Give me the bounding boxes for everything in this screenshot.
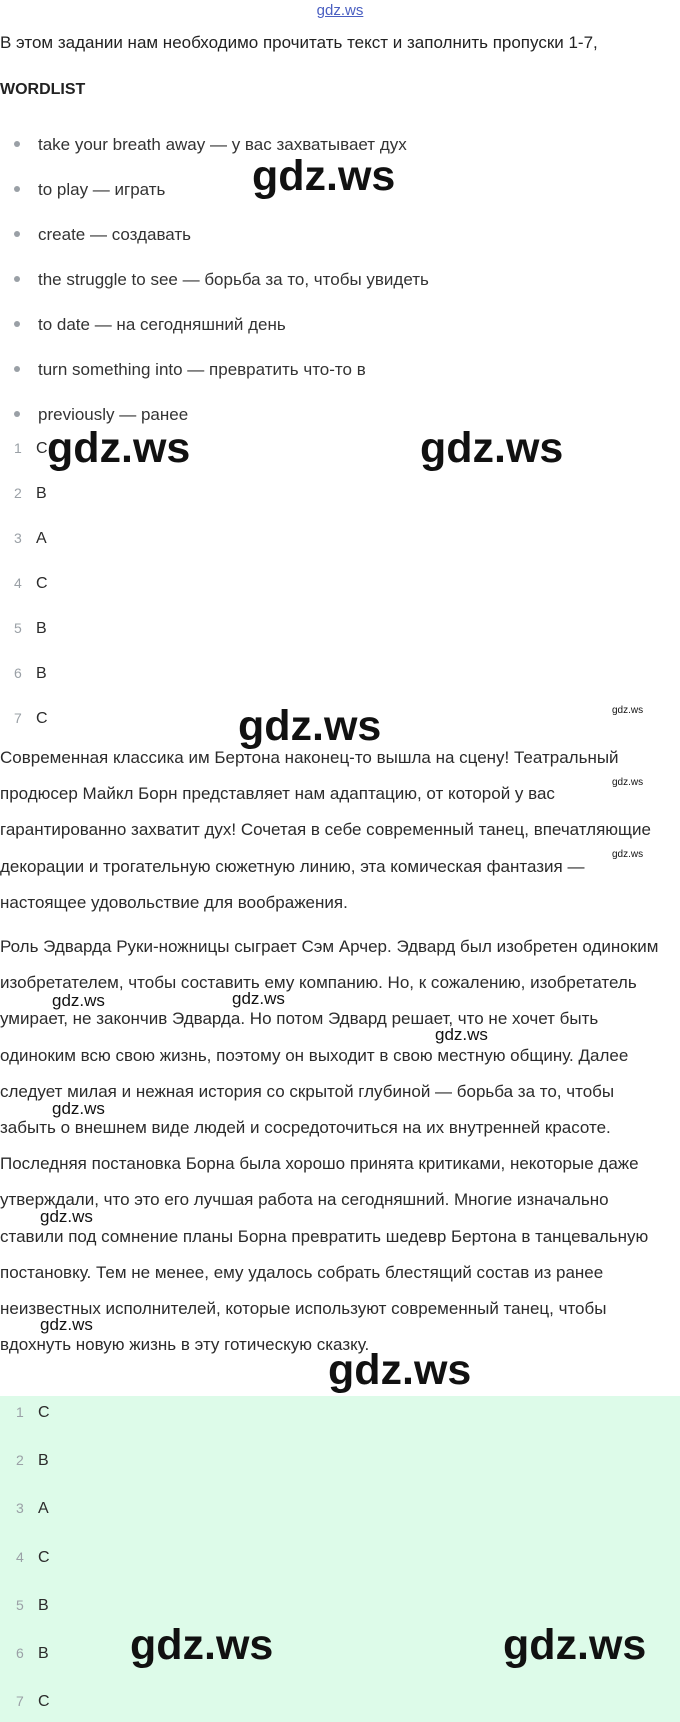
watermark: gdz.ws (40, 1207, 93, 1226)
answer-row (0, 665, 47, 683)
bullet-dot-icon (14, 231, 20, 237)
site-logo-link[interactable]: gdz.ws (316, 2, 364, 19)
answer-value: C (38, 1549, 50, 1566)
wordlist-item (0, 270, 429, 290)
answer-row (0, 1500, 49, 1518)
wordlist-item-text: previously — ранее (38, 405, 189, 424)
watermark: gdz.ws (420, 424, 564, 472)
translation-paragraph: Роль Эдварда Руки-ножницы сыграет Сэм Арчер. Эдвард был изобретен одиноким изобретателем, чтобы составить ему компанию. Но, к сожалению, изобретатель умирает, не закончив Эдварда. Но потом Эдвард решает, что не хочет быть одиноким всю свою жизнь, поэтому он выходит в свою местную общину. Далее следует милая и нежная история со скрытой глубиной — борьба за то, чтобы забыть о внешнем виде людей и сосредоточиться на их внутренней красоте. Последняя постановка Борна была хорошо принята критиками, некоторые даже утверждали, что это его лучшая работа на сегодняшний. Многие изначально ставили под сомнение планы Борна превратить шедевр Бертона в танцевальную постановку. Тем не менее, ему удалось собрать блестящий состав из ранее неизвестных исполнителей, которые используют современный танец, чтобы вдохнуть новую жизнь в эту готическую сказку. (0, 937, 659, 1355)
answer-number: 6 (16, 1645, 24, 1661)
answer-number: 5 (16, 1597, 24, 1613)
bullet-dot-icon (14, 276, 20, 282)
answer-value: B (36, 620, 47, 637)
watermark: gdz.ws (52, 991, 105, 1010)
translation-paragraph: Современная классика им Бертона наконец-то вышла на сцену! Театральный продюсер Майкл Борн представляет нам адаптацию, от которой у вас гарантированно захватит дух! Сочетая в себе современный танец, впечатляющие декорации и трогательную сюжетную линию, эта комическая фантазия — настоящее удовольствие для воображения. (0, 748, 651, 912)
answer-number: 4 (14, 575, 22, 591)
answer-value: A (38, 1500, 49, 1517)
answer-panel (0, 1396, 680, 1722)
watermark: gdz.ws (238, 702, 382, 750)
answer-row (0, 1597, 49, 1615)
answer-value: B (38, 1597, 49, 1614)
wordlist-item-text: take your breath away — у вас захватывает дух (38, 135, 407, 154)
translation-text (0, 740, 668, 1363)
answer-row (0, 575, 48, 593)
bullet-dot-icon (14, 366, 20, 372)
watermark: gdz.ws (612, 849, 644, 860)
watermark: gdz.ws (612, 705, 644, 716)
bullet-dot-icon (14, 141, 20, 147)
answer-value: B (36, 485, 47, 502)
answer-row (0, 1452, 49, 1470)
wordlist-item-text: the struggle to see — борьба за то, чтобы увидеть (38, 270, 429, 289)
answer-number: 1 (16, 1404, 24, 1420)
wordlist-item-text: create — создавать (38, 225, 192, 244)
answer-value: C (38, 1693, 50, 1710)
wordlist-item (0, 405, 188, 425)
bullet-dot-icon (14, 321, 20, 327)
answer-row (0, 710, 48, 728)
bullet-dot-icon (14, 186, 20, 192)
answer-row (0, 1404, 50, 1422)
answer-number: 3 (14, 530, 22, 546)
answer-value: B (38, 1645, 49, 1662)
answer-number: 4 (16, 1549, 24, 1565)
task-intro-text: В этом задании нам необходимо прочитать текст и заполнить пропуски 1-7, (0, 33, 598, 52)
answer-number: 1 (14, 440, 22, 456)
answer-row (0, 620, 47, 638)
wordlist-item-text: to play — играть (38, 180, 166, 199)
wordlist-item (0, 360, 366, 380)
answer-row (0, 530, 47, 548)
wordlist-item-text: turn something into — превратить что-то в (38, 360, 366, 379)
wordlist-item (0, 180, 165, 200)
wordlist-item (0, 315, 286, 335)
answer-row (0, 1645, 49, 1663)
watermark: gdz.ws (435, 1025, 488, 1044)
answer-number: 2 (14, 485, 22, 501)
bullet-dot-icon (14, 411, 20, 417)
watermark: gdz.ws (252, 152, 396, 200)
answer-number: 3 (16, 1500, 24, 1516)
answer-row (0, 1549, 50, 1567)
answer-number: 6 (14, 665, 22, 681)
answer-value: C (38, 1404, 50, 1421)
answer-value: A (36, 530, 47, 547)
wordlist-heading: WORDLIST (0, 81, 86, 98)
answer-number: 7 (14, 710, 22, 726)
answer-number: 7 (16, 1693, 24, 1709)
watermark: gdz.ws (47, 424, 191, 472)
answer-row (0, 485, 47, 503)
watermark: gdz.ws (130, 1621, 274, 1669)
wordlist-item-text: to date — на сегодняшний день (38, 315, 286, 334)
answer-value: C (36, 575, 48, 592)
watermark: gdz.ws (232, 989, 285, 1008)
answer-row (0, 1693, 50, 1711)
watermark: gdz.ws (52, 1099, 105, 1118)
answer-value: C (36, 440, 48, 457)
answer-number: 5 (14, 620, 22, 636)
watermark: gdz.ws (40, 1315, 93, 1334)
answer-number: 2 (16, 1452, 24, 1468)
answer-value: C (36, 710, 48, 727)
wordlist-item (0, 225, 191, 245)
answer-row (0, 440, 48, 458)
watermark: gdz.ws (612, 777, 644, 788)
answer-value: B (36, 665, 47, 682)
watermark: gdz.ws (503, 1621, 647, 1669)
answer-value: B (38, 1452, 49, 1469)
watermark: gdz.ws (328, 1346, 472, 1394)
